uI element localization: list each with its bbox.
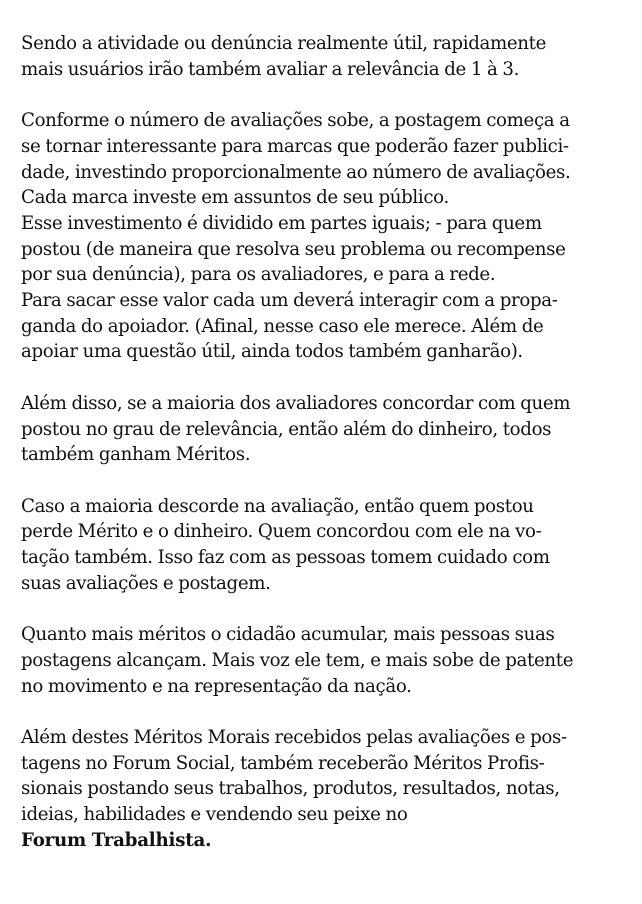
forum-trabalhista-heading: Forum Trabalhista. xyxy=(21,829,212,851)
text-line: dade, investindo proporcionalmente ao número de avaliações. xyxy=(21,161,571,183)
paragraph-6 xyxy=(21,725,633,854)
paragraph-5 xyxy=(21,622,633,699)
text-line: Para sacar esse valor cada um deverá interagir com a propa- xyxy=(21,290,558,312)
paragraph-1 xyxy=(21,31,633,82)
text-line: sionais postando seus trabalhos, produtos, resultados, notas, xyxy=(21,778,560,800)
text-line: Caso a maioria descorde na avaliação, então quem postou xyxy=(21,495,534,517)
text-line: Esse investimento é dividido em partes iguais; - para quem xyxy=(21,212,542,234)
document-page xyxy=(21,31,633,879)
text-line: se tornar interessante para marcas que poderão fazer publici- xyxy=(21,135,569,157)
text-line: perde Mérito e o dinheiro. Quem concordou com ele na vo- xyxy=(21,521,542,543)
text-line: também ganham Méritos. xyxy=(21,444,251,466)
paragraph-2 xyxy=(21,108,633,365)
text-line: Além destes Méritos Morais recebidos pelas avaliações e pos- xyxy=(21,726,567,748)
text-line: ganda do apoiador. (Afinal, nesse caso ele merece. Além de xyxy=(21,315,544,337)
text-line: postou (de maneira que resolva seu problema ou recompense xyxy=(21,238,566,260)
text-line: postagens alcançam. Mais voz ele tem, e mais sobe de patente xyxy=(21,649,574,671)
text-line: tagens no Forum Social, também receberão Méritos Profis- xyxy=(21,752,545,774)
text-line: postou no grau de relevância, então além do dinheiro, todos xyxy=(21,418,552,440)
text-line: Conforme o número de avaliações sobe, a postagem começa a xyxy=(21,110,570,132)
text-line: por sua denúncia), para os avaliadores, e para a rede. xyxy=(21,264,496,286)
text-line: Além disso, se a maioria dos avaliadores concordar com quem xyxy=(21,392,571,414)
paragraph-3 xyxy=(21,391,633,468)
text-line: tação também. Isso faz com as pessoas tomem cuidado com xyxy=(21,547,550,569)
text-line: suas avaliações e postagem. xyxy=(21,572,271,594)
text-line: Cada marca investe em assuntos de seu público. xyxy=(21,187,449,209)
text-line: apoiar uma questão útil, ainda todos também ganharão). xyxy=(21,341,523,363)
text-line: Quanto mais méritos o cidadão acumular, mais pessoas suas xyxy=(21,624,555,646)
paragraph-4 xyxy=(21,494,633,597)
text-line: mais usuários irão também avaliar a relevância de 1 à 3. xyxy=(21,58,520,80)
text-line: Sendo a atividade ou denúncia realmente útil, rapidamente xyxy=(21,33,547,54)
text-line: no movimento e na representação da nação. xyxy=(21,675,412,697)
text-line: ideias, habilidades e vendendo seu peixe no xyxy=(21,804,408,826)
